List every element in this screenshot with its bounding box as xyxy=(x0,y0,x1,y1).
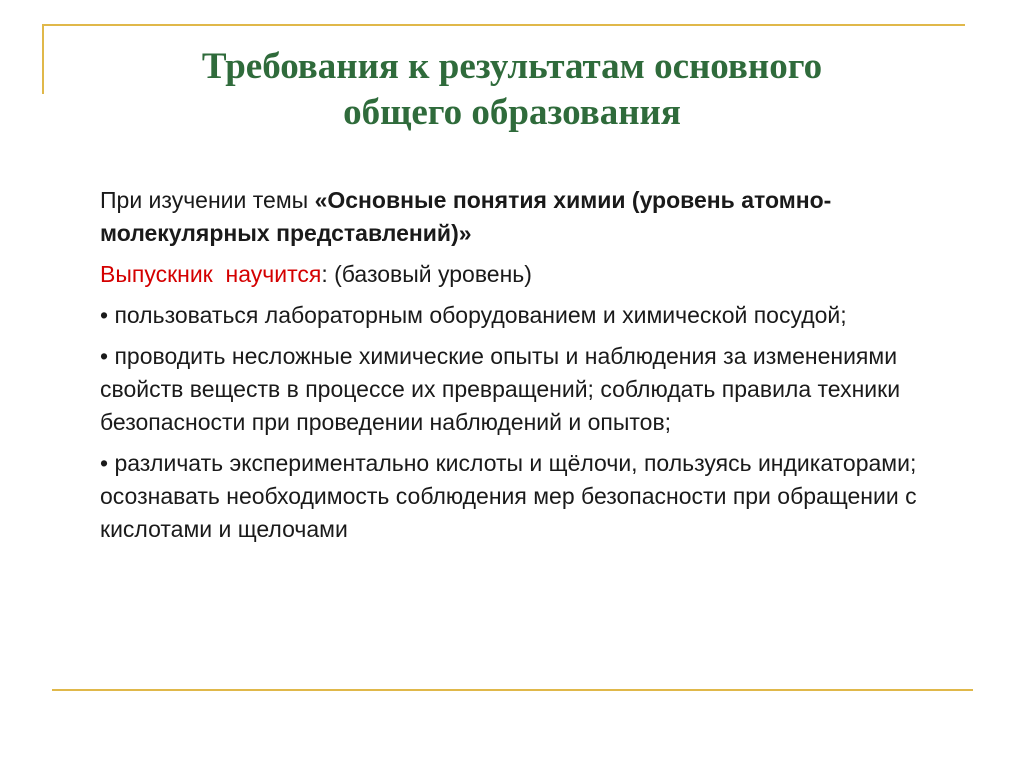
top-divider-line xyxy=(42,24,965,26)
slide-title xyxy=(60,44,964,136)
intro-paragraph xyxy=(100,184,940,250)
bullet-item-3: • различать экспериментально кислоты и щёлочи, пользуясь индикаторами; осознавать необходимость соблюдения мер безопасности при обращении с кислотами и щелочами xyxy=(100,450,917,542)
bullet-item-1: • пользоваться лабораторным оборудованием и химической посудой; xyxy=(100,302,847,328)
left-accent-line xyxy=(42,24,44,94)
topic-title: «Основные понятия химии (уровень атомно-молекулярных представлений)» xyxy=(100,187,832,246)
slide-title-line-1: Требования к результатам основного xyxy=(201,46,823,87)
slide-body xyxy=(100,184,940,554)
graduate-paragraph xyxy=(100,258,940,291)
graduate-suffix: : (базовый уровень) xyxy=(321,261,532,287)
slide-title-line-2: общего образования xyxy=(343,92,681,133)
bullet-item-2: • проводить несложные химические опыты и наблюдения за изменениями свойств веществ в процессе их превращений; соблюдать правила техники безопасности при проведении наблюдений и опытов; xyxy=(100,343,901,435)
graduate-label: Выпускник научится xyxy=(100,261,322,287)
intro-prefix: При изучении темы xyxy=(100,187,315,213)
bottom-divider-line xyxy=(52,689,973,691)
